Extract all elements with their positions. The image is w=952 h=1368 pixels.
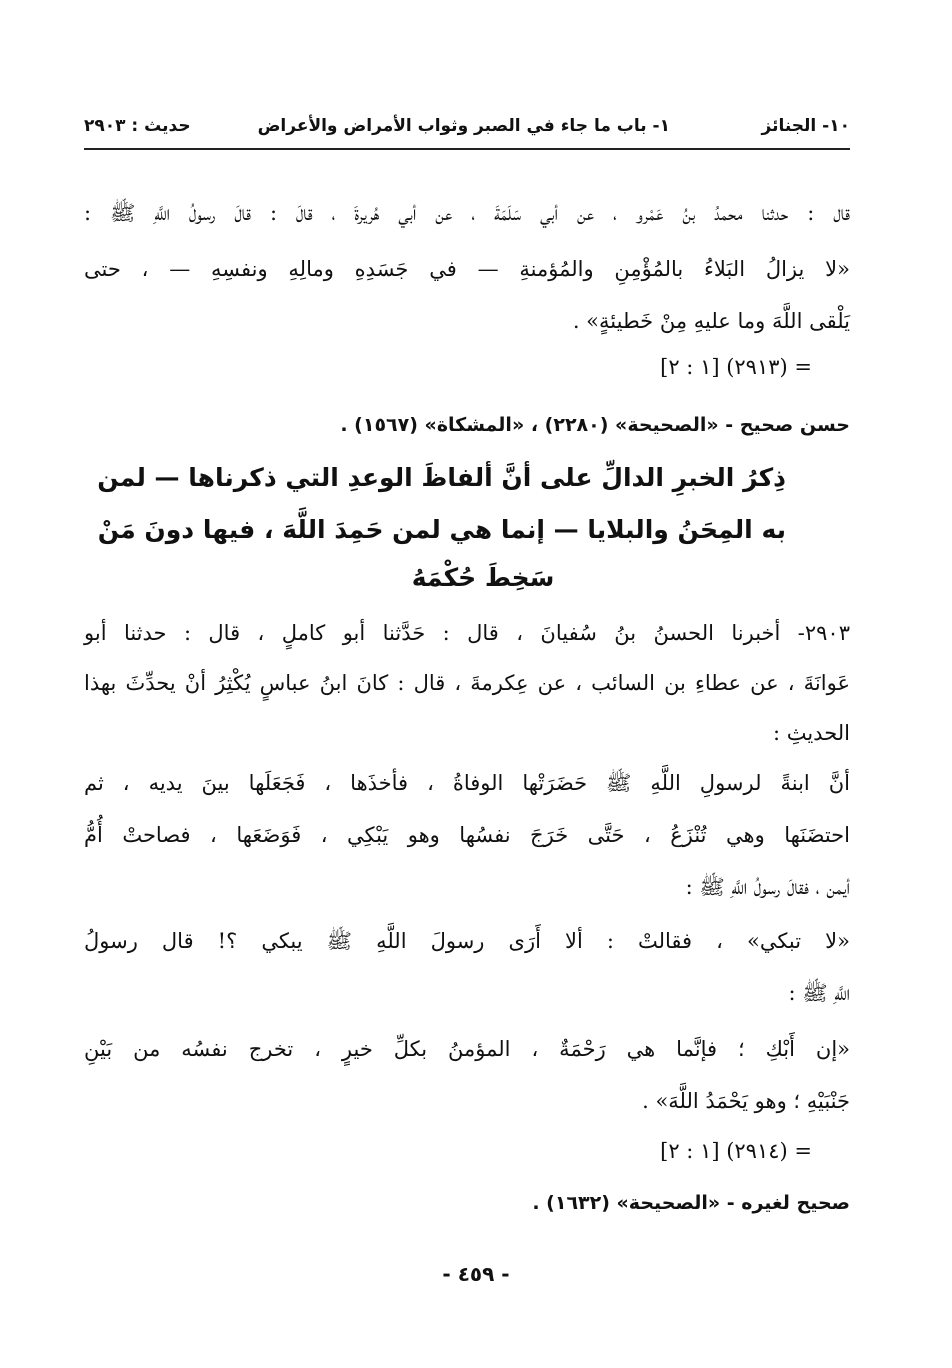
text-line: جَنْبَيْهِ ؛ وهو يَحْمَدُ اللَّهَ» . <box>642 1089 850 1113</box>
text-line: «لا تبكي» ، فقالتْ : ألا أَرَى رسولَ اللَّهِ ﷺ يبكي ؟! قال رسولُ <box>84 929 850 953</box>
header-section: ١- باب ما جاء في الصبر وثواب الأمراض والأعراض <box>257 116 670 136</box>
text-line: عَوانَةَ ، عن عطاءِ بن السائب ، عن عِكرمةَ ، قال : كانَ ابنُ عباسٍ يُكْثِرُ أنْ يحدِّثَ بهذا <box>84 671 850 695</box>
chapter-title-line: به المِحَنُ والبلايا — إنما هي لمن حَمِدَ اللَّهَ ، فيها دونَ مَنْ <box>97 515 786 544</box>
chapter-title-line: سَخِطَ حُكْمَهُ <box>411 563 555 592</box>
text-line: اللَّهِ ﷺ : <box>788 981 850 1005</box>
text-line: احتضَنَها وهي تُنْزَعُ ، حَتَّى خَرَجَ نفسُها وهو يَبْكِي ، فَوَضَعَها ، فصاحتْ أُمُّ <box>84 823 850 847</box>
text-line: الحديثِ : <box>772 721 850 745</box>
running-header <box>84 112 850 150</box>
header-hadith-ref: حديث : ٢٩٠٣ <box>84 116 191 136</box>
hadith-grade: حسن صحيح - «الصحيحة» (٢٢٨٠) ، «المشكاة» (١٥٦٧) . <box>340 414 850 436</box>
text-line: يَلْقى اللَّهَ وما عليهِ مِنْ خَطيئةٍ» . <box>572 309 850 333</box>
header-chapter: ١٠- الجنائز <box>761 116 850 136</box>
text-line: قال : حدثنا محمدُ بنُ عَمْرو ، عن أبي سَلَمَةَ ، عن أبي هُريرةَ ، قالَ : قالَ رسولُ اللَّهِ ﷺ : <box>84 201 850 225</box>
text-line: أيمن ، فقالَ رسولُ اللَّهِ ﷺ : <box>685 875 850 899</box>
chapter-title-line: ذِكرُ الخبرِ الدالِّ على أنَّ ألفاظَ الوعدِ التي ذكرناها — لمن <box>97 463 786 492</box>
hadith-grade: صحيح لغيره - «الصحيحة» (١٦٣٢) . <box>532 1192 850 1214</box>
page-number: - ٤٥٩ - <box>442 1262 510 1286</box>
text-line: أنَّ ابنةً لرسولِ اللَّهِ ﷺ حَضَرَتْها الوفاةُ ، فأخذَها ، فَجَعَلَها بينَ يديه ، ثم <box>84 771 850 795</box>
cross-reference: = (٢٩١٤) [١ : ٢] <box>660 1139 812 1163</box>
cross-reference: = (٢٩١٣) [١ : ٢] <box>660 355 812 379</box>
hadith-number-line: ٢٩٠٣- أخبرنا الحسنُ بنُ سُفيانَ ، قال : حَدَّثنا أبو كاملٍ ، قال : حدثنا أبو <box>84 621 850 645</box>
text-line: «إن أَبْكِ ؛ فإنَّما هي رَحْمَةٌ ، المؤمنُ بكلِّ خيرٍ ، تخرج نفسُه من بَيْنِ <box>84 1037 850 1061</box>
text-line: «لا يزالُ البَلاءُ بالمُؤْمِنِ والمُؤمنةِ — في جَسَدِهِ ومالِهِ ونفسِهِ — ، حتى <box>84 257 850 281</box>
